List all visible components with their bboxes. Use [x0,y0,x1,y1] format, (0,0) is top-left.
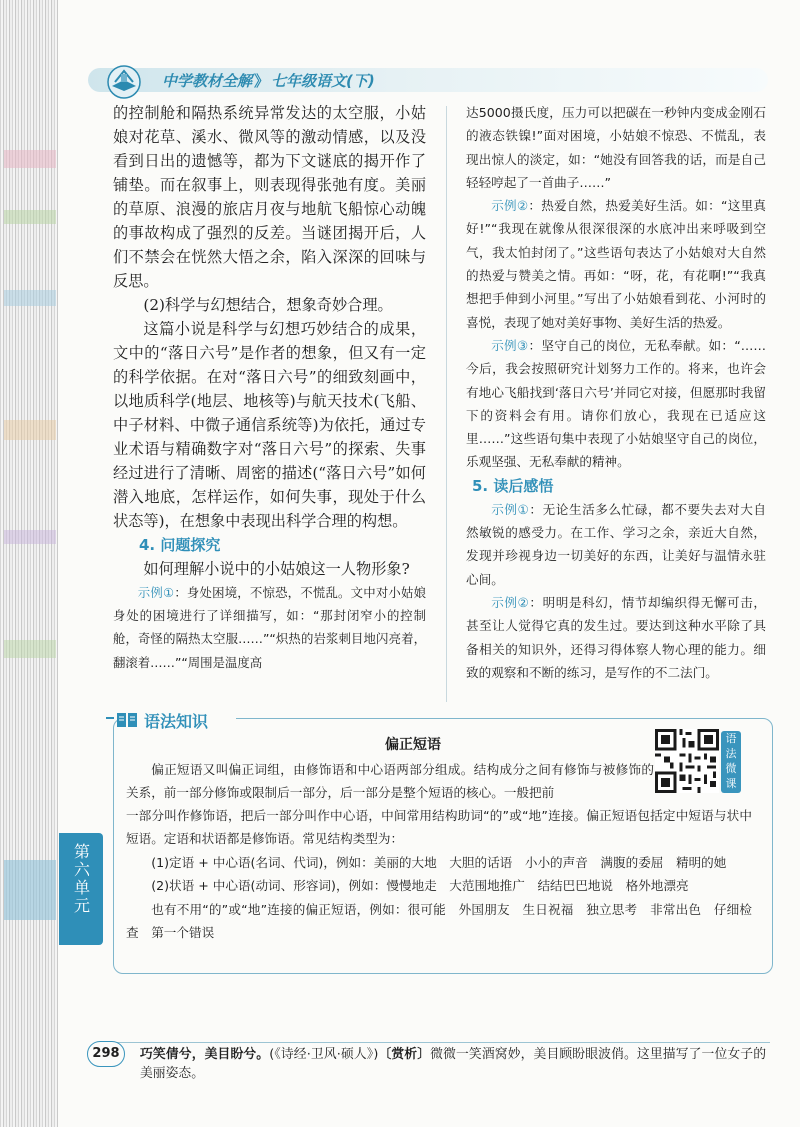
edge-color-band [4,640,56,658]
grammar-type-item: (2)状语 + 中心语(动词、形容词)，例如：慢慢地走 大范围地推广 结结巴巴地说 格外地漂亮 [151,878,689,894]
example-paragraph [466,498,766,591]
title-dash [106,717,114,719]
grammar-title: 语法知识 [144,712,209,731]
edge-color-band [4,210,56,224]
page-number: 298 [87,1041,125,1067]
example-text: ：热爱自然，热爱美好生活。如：“这里真好!”“我现在就像从很深很深的水底冲出来呼吸到空气，我太怕封闭了。”这些语句表达了小姑娘对大自然的热爱与赞美之情。再如：“呀，花，有花啊!”“我真想把手伸到小河里。”写出了小姑娘看到花、小河时的喜悦，表现了她对美好事物、美好生活的热爱。 [466,198,766,330]
paragraph: 的控制舱和隔热系统异常发达的太空服，小姑娘对花草、溪水、微风等的激动情感，以及没看到日出的遗憾等，都为下文谜底的揭开作了铺垫。而在叙事上，则表现得张弛有度。美丽的草原、浪漫的旅店月夜与地航飞船惊心动魄的事故构成了强烈的反差。当谜团揭开后，人们不禁会在恍然大悟之余，陷入深深的回味与反思。 [113,104,426,290]
unit-side-tab [59,833,103,945]
edge-color-band [4,530,56,544]
subject-title: 七年级语文(下) [271,72,375,90]
edge-color-band [4,860,56,920]
quote-source: (《诗经·卫风·硕人》) [269,1047,379,1062]
appreciation-text: 微微一笑酒窝妙，美目顾盼眼波俏。这里描写了一位女子的美丽姿态。 [140,1047,767,1081]
qr-code[interactable] [655,729,719,793]
book-title: 中学教材全解 [162,72,253,90]
example-label: 示例② [491,594,530,610]
grammar-type-item: 也有不用“的”或“地”连接的偏正短语，例如：很可能 外国朋友 生日祝福 独立思考 非常出色 仔细检查 第一个错误 [126,901,752,941]
left-column [113,101,426,705]
example-text: ：坚守自己的岗位，无私奉献。如：“……今后，我会按照研究计划努力工作的。将来，也许会有地心飞船找到‘落日六号’并同它对接，但愿那时我留下的资料会有用。请你们放心，我现在已适应这里……”这些语句集中表现了小姑娘坚守自己的岗位，乐观坚强、无私奉献的精神。 [466,337,766,470]
example-text: ：身处困境，不惊恐，不慌乱。文中对小姑娘身处的困境进行了详细描写，如：“那封闭窄小的控制舱，奇怪的隔热太空服……”“炽热的岩浆刺目地闪亮着，翻滚着……”“周围是温度高 [113,585,426,670]
qr-tag: 语法微课 [721,731,741,793]
section-heading: 4. 问题探究 [139,536,221,554]
unit-label: 第六单元 [71,843,91,915]
edge-color-band [4,150,56,168]
book-icon [116,711,138,729]
footer-quote [140,1046,766,1083]
header-title [162,70,375,91]
grammar-intro [126,758,654,805]
example-text: ：明明是科幻，情节却编织得无懈可击，甚至让人觉得它真的发生过。要达到这种水平除了具备相关的知识外，还得习得体察人物心理的能力。细致的观察和不断的练习，是写作的不二法门。 [466,594,766,680]
example-paragraph [466,194,766,334]
example-label: 示例① [137,585,175,600]
quote-text: 巧笑倩兮，美目盼兮。 [140,1047,270,1062]
question-text: 如何理解小说中的小姑娘这一人物形象? [143,560,410,578]
edge-color-band [4,420,56,440]
example-paragraph [113,581,426,674]
example-label: 示例② [491,198,529,214]
grammar-type-item: (1)定语 + 中心语(名词、代词)，例如：美丽的大地 大胆的话语 小小的声音 满腹的委屈 精明的她 [151,854,727,870]
page-stack-edge [0,0,58,1127]
grammar-heading: 偏正短语 [385,737,441,753]
section-heading: 5. 读后感悟 [472,476,554,495]
example-label: 示例① [491,501,530,517]
book-logo-icon [104,60,144,100]
grammar-paragraph: 一部分叫作修饰语，把后一部分叫作中心语，中间常用结构助词“的”或“地”连接。偏正短语包括定中短语与状中短语。定语和状语都是修饰语。常见结构类型为： [126,808,752,847]
example-paragraph [466,334,766,474]
example-text: ：无论生活多么忙碌，都不要失去对大自然敏锐的感受力。在工作、学习之余，亲近大自然，发现并珍视身边一切美好的东西，让美好与温情永驻心间。 [466,501,766,587]
appreciation-label: 〔赏析〕 [378,1047,431,1062]
grammar-body [126,804,752,944]
grammar-paragraph: 偏正短语又叫偏正词组，由修饰语和中心语两部分组成。结构成分之间有修饰与被修饰的关系，前一部分修饰或限制后一部分，后一部分是整个短语的核心。一般把前 [126,762,654,801]
right-column [466,101,766,705]
paragraph: 这篇小说是科学与幻想巧妙结合的成果，文中的“落日六号”是作者的想象，但又有一定的科学依据。在对“落日六号”的细致刻画中，以地质科学(地层、地核等)与航天技术(飞船、中子材料、中微子通信系统等)为依托，通过专业术语与精确数字对“落日六号”的探索、失事经过进行了清晰、周密的描述(“落日六号”如何潜入地底，怎样运作，如何失事，现处于什么状态等)，在想象中表现出科学合理的构想。 [113,320,426,530]
running-header [88,60,768,100]
example-label: 示例③ [491,337,529,353]
paragraph: (2)科学与幻想结合，想象奇妙合理。 [143,296,393,314]
example-paragraph [466,591,766,684]
footer-rule [110,1042,770,1043]
edge-color-band [4,290,56,306]
column-divider [446,106,447,702]
header-separator: 》 [254,72,270,90]
paragraph: 达5000摄氏度，压力可以把碳在一秒钟内变成金刚石的液态铁镍!”面对困境，小姑娘不惊恐、不慌乱，表现出惊人的淡定，如：“她没有回答我的话，而是自己轻轻哼起了一首曲子……” [466,105,766,190]
